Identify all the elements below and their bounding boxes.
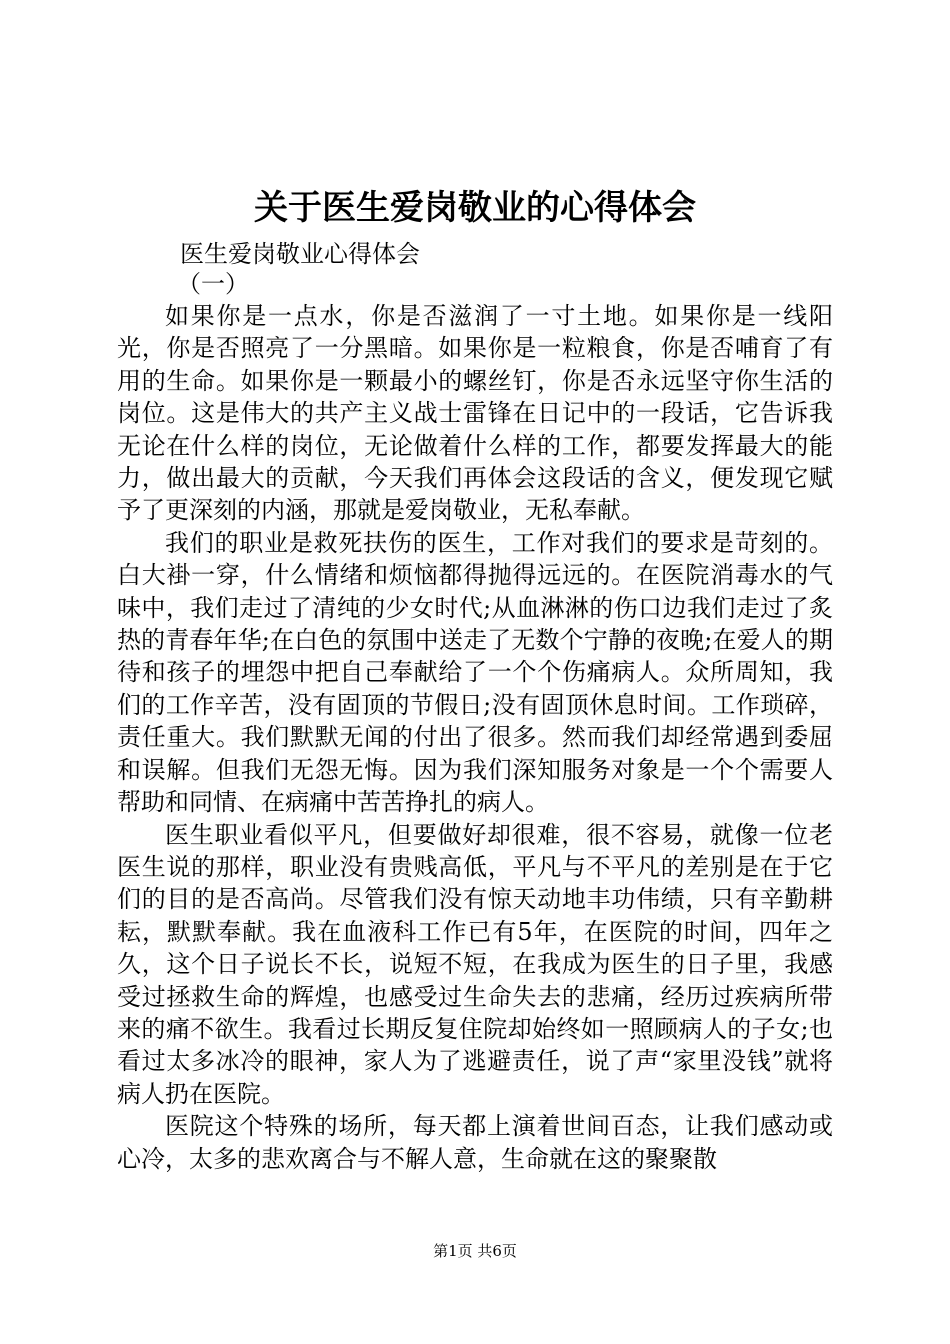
paragraph: 如果你是一点水，你是否滋润了一寸土地。如果你是一线阳光，你是否照亮了一分黑暗。如果你是一粒粮食，你是否哺育了有用的生命。如果你是一颗最小的螺丝钉，你是否永远坚守你生活的岗位。这是伟大的共产主义战士雷锋在日记中的一段话，它告诉我无论在什么样的岗位，无论做着什么样的工作，都要发挥最大的能力，做出最大的贡献，今天我们再体会这段话的含义，便发现它赋予了更深刻的内涵，那就是爱岗敬业，无私奉献。 — [117, 302, 833, 525]
document-subtitle: 医生爱岗敬业心得体会 — [180, 240, 420, 268]
section-label: （一） — [177, 270, 249, 298]
document-body — [117, 300, 833, 1175]
paragraph: 医生职业看似平凡，但要做好却很难，很不容易，就像一位老医生说的那样，职业没有贵贱高低，平凡与不平凡的差别是在于它们的目的是否高尚。尽管我们没有惊天动地丰功伟绩，只有辛勤耕耘，默默奉献。我在血液科工作已有5年，在医院的时间，四年之久，这个日子说长不长，说短不短，在我成为医生的日子里，我感受过拯救生命的辉煌，也感受过生命失去的悲痛，经历过疾病所带来的痛不欲生。我看过长期反复住院却始终如一照顾病人的子女;也看过太多冰冷的眼神，家人为了逃避责任，说了声“家里没钱”就将病人扔在医院。 — [117, 820, 833, 1108]
page-footer: 第1页 共6页 — [433, 1242, 517, 1260]
paragraph: 我们的职业是救死扶伤的医生，工作对我们的要求是苛刻的。白大褂一穿，什么情绪和烦恼都得抛得远远的。在医院消毒水的气味中，我们走过了清纯的少女时代;从血淋淋的伤口边我们走过了炙热的青春年华;在白色的氛围中送走了无数个宁静的夜晚;在爱人的期待和孩子的埋怨中把自己奉献给了一个个伤痛病人。众所周知，我们的工作辛苦，没有固顶的节假日;没有固顶休息时间。工作琐碎，责任重大。我们默默无闻的付出了很多。然而我们却经常遇到委屈和误解。但我们无怨无悔。因为我们深知服务对象是一个个需要人帮助和同情、在病痛中苦苦挣扎的病人。 — [117, 528, 833, 817]
paragraph: 医院这个特殊的场所，每天都上演着世间百态，让我们感动或心冷，太多的悲欢离合与不解人意，生命就在这的聚聚散 — [117, 1112, 833, 1173]
document-title: 关于医生爱岗敬业的心得体会 — [254, 188, 696, 228]
